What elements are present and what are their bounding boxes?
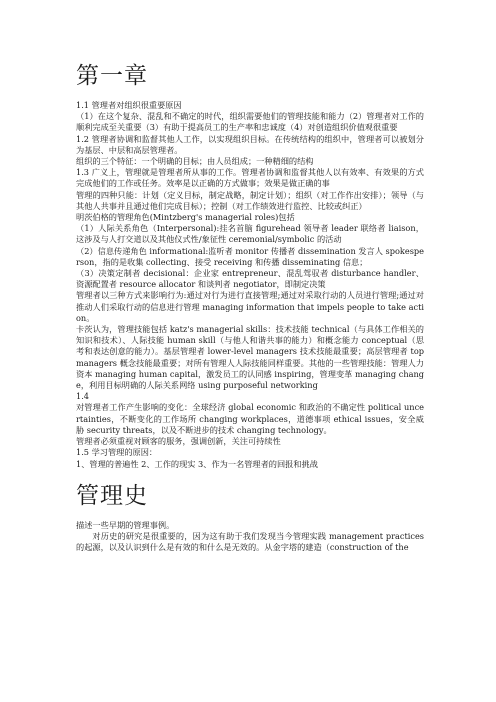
paragraph: 卡茨认为，管理技能包括 katz's managerial skills：技术技能 technical（与具体工作相关的知识和技术）、人际技能 human skill（与他人和谐共事的能力）和概念能力 conceptual（思考和表达创意的能力）。基层管理者 lower-level managers 技术技能最重要；高层管理者 top managers 概念技能最重要；对所有管理人人际技能同样重要。其他的一些管理技能：管理人力资本 managing human capital，激发员工的认同感 inspiring，管理变革 managing change，利用目标明确的人际关系网络 using purposeful networking [76, 324, 424, 391]
paragraph: 1.4 [76, 391, 90, 402]
section-2-body [76, 520, 424, 554]
paragraph: 管理者必须重视对顾客的服务，强调创新，关注可持续性 [76, 436, 281, 447]
paragraph: 1.1 管理者对组织很重要原因 [76, 100, 182, 110]
paragraph: 明茨伯格的管理角色(Mintzberg's managerial roles)包括 [76, 212, 295, 223]
paragraph: （1）人际关系角色（Interpersonal):挂名首脑 figurehead 领导者 leader 联络者 liaison，这涉及与人打交道以及其他仪式性/象征性 ceremonial/symbolic 的活动 [76, 223, 424, 245]
paragraph: 对管理者工作产生影响的变化：全球经济 global economic 和政治的不确定性 political uncertainties，不断变化的工作场所 changing workplaces，道德事项 ethical issues，安全威胁 security threats，以及不断进步的技术 changing technology。 [76, 402, 424, 435]
paragraph: （1）在这个复杂、混乱和不确定的时代，组织需要他们的管理技能和能力（2）管理者对工作的顺利完成至关重要（3）有助于提高员工的生产率和忠诚度（4）对创造组织价值观很重要 [76, 111, 424, 133]
paragraph: 1、管理的普遍性 2、工作的现实 3、作为一名管理者的回报和挑战 [76, 458, 318, 469]
paragraph: 1.3 广义上，管理就是管理者所从事的工作。管理者协调和监督其他人以有效率、有效果的方式完成他们的工作或任务。效率是以正确的方式做事；效果是做正确的事 [76, 167, 424, 189]
paragraph: （2）信息传递角色 informational:监听者 monitor 传播者 dissemination 发言人 spokesperson，指的是收集 collecting、接受 receiving 和传播 disseminating 信息； [76, 245, 424, 267]
section-1-body [76, 100, 424, 470]
paragraph: 组织的三个特征：一个明确的目标；由人员组成；一种精细的结构 [76, 156, 314, 167]
chapter-title: 第一章 [76, 63, 148, 89]
chapter-2-title: 管理史 [76, 482, 148, 509]
paragraph: （3）决策定制者 decisional：企业家 entrepreneur、混乱驾驭者 disturbance handler、资源配置者 resource allocator 和谈判者 negotiator，即制定决策 [76, 268, 424, 290]
paragraph: 1.2 管理者协调和监督其他人工作，以实现组织目标。在传统结构的组织中，管理者可以被划分为基层、中层和高层管理者。 [76, 133, 424, 155]
page-content [76, 62, 424, 553]
paragraph: 管理的四种只能：计划（定义目标，制定战略，制定计划）；组织（对工作作出安排）；领导（与其他人共事并且通过他们完成目标）；控制（对工作绩效进行监控、比较或纠正） [76, 189, 424, 211]
paragraph: 1.5 学习管理的原因： [76, 447, 158, 458]
lead-paragraph: 描述一些早期的管理事例。 [76, 519, 175, 530]
paragraph: 对历史的研究是很重要的，因为这有助于我们发现当今管理实践 management practices 的起源，以及认识到什么是有效的和什么是无效的。从金字塔的建造（construction of the [76, 530, 424, 553]
paragraph: 管理者以三种方式来影响行为:通过对行为进行直接管理;通过对采取行动的人员进行管理;通过对推动人们采取行动的信息进行管理 managing information that impels people to take action。 [76, 290, 424, 323]
